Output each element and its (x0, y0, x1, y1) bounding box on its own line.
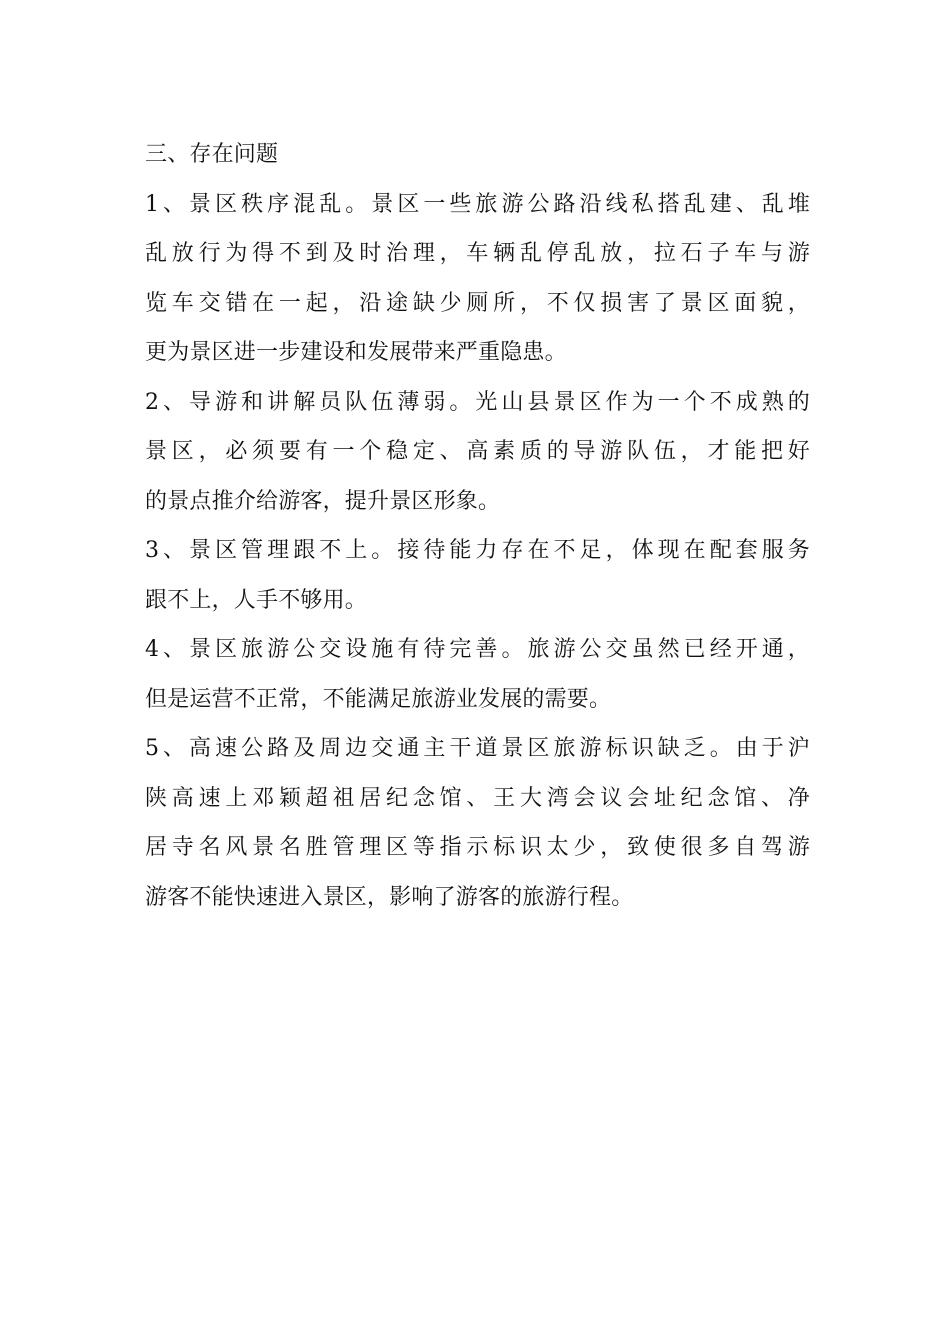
paragraph-line: 5、高速公路及周边交通主干道景区旅游标识缺乏。由于沪 (145, 736, 810, 761)
paragraph-line: 的景点推介给游客，提升景区形象。 (145, 488, 501, 514)
paragraph-line: 居寺名风景名胜管理区等指示标识太少，致使很多自驾游 (145, 835, 810, 860)
paragraph-line: 1、景区秩序混乱。景区一些旅游公路沿线私搭乱建、乱堆 (145, 191, 810, 217)
paragraph-2 (145, 378, 810, 527)
paragraph-3 (145, 526, 810, 625)
paragraph-line: 跟不上，人手不够用。 (145, 587, 368, 613)
paragraph-line: 4、景区旅游公交设施有待完善。旅游公交虽然已经开通， (145, 637, 810, 662)
paragraph-line: 景区，必须要有一个稳定、高素质的导游队伍，才能把好 (145, 439, 810, 464)
paragraph-line: 但是运营不正常，不能满足旅游业发展的需要。 (145, 686, 612, 712)
paragraph-line: 2、导游和讲解员队伍薄弱。光山县景区作为一个不成熟的 (145, 389, 810, 415)
paragraph-4 (145, 625, 810, 724)
paragraph-line: 陕高速上邓颖超祖居纪念馆、王大湾会议会址纪念馆、净 (145, 785, 810, 811)
paragraph-line: 更为景区进一步建设和发展带来严重隐患。 (145, 340, 567, 365)
paragraph-line: 览车交错在一起，沿途缺少厕所，不仅损害了景区面貌， (145, 290, 810, 316)
paragraph-line: 乱放行为得不到及时治理，车辆乱停乱放，拉石子车与游 (145, 241, 810, 266)
paragraph-5 (145, 724, 810, 922)
paragraph-line: 3、景区管理跟不上。接待能力存在不足，体现在配套服务 (145, 538, 810, 563)
paragraph-1 (145, 180, 810, 378)
paragraph-line: 游客不能快速进入景区，影响了游客的旅游行程。 (145, 884, 634, 910)
document-body (145, 130, 810, 922)
section-heading: 三、存在问题 (145, 142, 279, 167)
